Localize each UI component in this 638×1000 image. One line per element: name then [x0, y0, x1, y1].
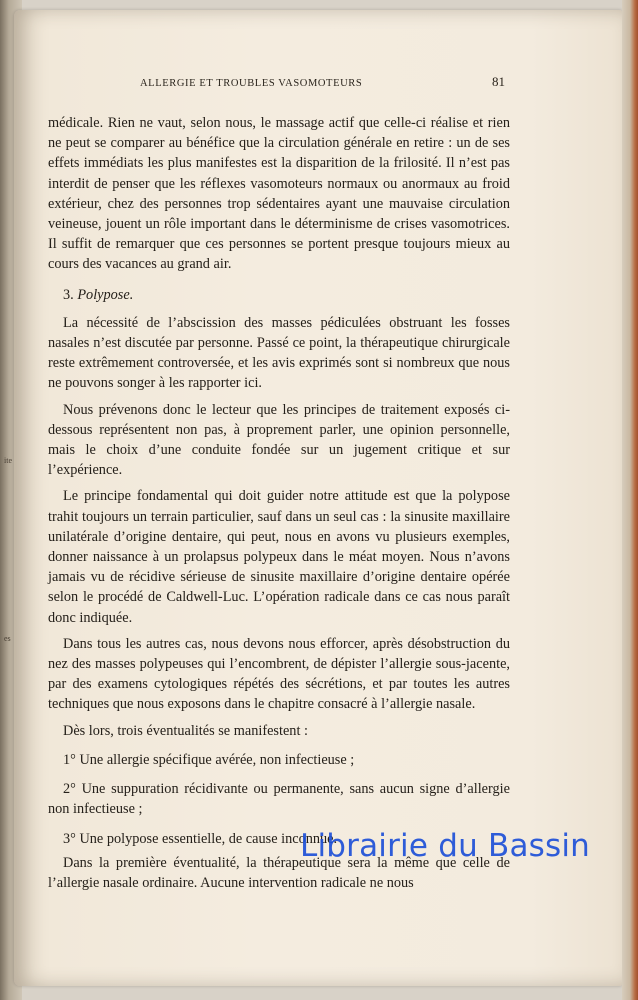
- page-number: 81: [492, 74, 505, 89]
- paragraph: Nous prévenons donc le lecteur que les principes de traitement exposés ci-dessous représentent non pas, à proprement parler, une opinion personnelle, mais le choix d’une conduite fondée sur un jugement critique et sur l’expérience.: [48, 401, 510, 479]
- list-item: 3° Une polypose essentielle, de cause inconnue.: [63, 830, 338, 847]
- list-item: 2° Une suppuration récidivante ou permanente, sans aucun signe d’allergie non infectieuse ;: [48, 781, 510, 818]
- page-stack-edge: [622, 0, 638, 1000]
- paragraph: La nécessité de l’abscission des masses pédiculées obstruant les fosses nasales n’est discutée par personne. Passé ce point, la thérapeutique chirurgicale reste extrêmement controversée, et les avis exprimés sont si nombreux que nous ne pouvons songer à les rapporter ici.: [48, 314, 510, 392]
- paragraph: Dans tous les autres cas, nous devons nous efforcer, après désobstruction du nez des masses polypeuses qui l’encombrent, de dépister l’allergie sous-jacente, par des examens cytologiques répétés des sécrétions, et par toutes les autres techniques que nous exposons dans le chapitre consacré à l’allergie nasale.: [48, 635, 510, 713]
- paragraph: Le principe fondamental qui doit guider notre attitude est que la polypose trahit toujours un terrain particulier, sauf dans un seul cas : la sinusite maxillaire unilatérale d’origine dentaire, qui peut, nous en avons vu plusieurs exemples, donner naissance à un prolapsus polypeux dans le méat moyen. Nous n’avons jamais vu de récidive sérieuse de sinusite maxillaire d’origine dentaire opérée selon le procédé de Caldwell-Luc. L’opération radicale dans ce cas nous paraît donc indiquée.: [48, 488, 510, 626]
- paragraph: médicale. Rien ne vaut, selon nous, le massage actif que celle-ci réalise et rien ne peut se comparer au bénéfice que la circulation générale en retire : un de ses effets immédiats les plus manifestes est la disparition de la frilosité. Il n’est pas interdit de penser que les réflexes vasomoteurs normaux ou anormaux au froid extérieur, chez des personnes trop sédentaires ayant une mauvaise circulation veineuse, jouent un rôle important dans le déterminisme de crises vasomotrices. Il suffit de remarquer que ces personnes se portent presque toujours mieux au cours des vacances au grand air.: [48, 115, 510, 273]
- paragraph: Dès lors, trois éventualités se manifestent :: [63, 722, 308, 739]
- running-header: ALLERGIE ET TROUBLES VASOMOTEURS: [140, 78, 363, 89]
- page-body: [48, 113, 510, 899]
- margin-mark: ite: [4, 456, 12, 465]
- paragraph: Dans la première éventualité, la thérapeutique sera la même que celle de l’allergie nasale ordinaire. Aucune intervention radicale ne nous: [48, 854, 510, 891]
- seller-watermark: Librairie du Bassin: [300, 828, 591, 864]
- section-number: 3.: [63, 286, 74, 303]
- section-title: Polypose.: [77, 286, 134, 303]
- list-item: 1° Une allergie spécifique avérée, non infectieuse ;: [63, 751, 355, 768]
- section-heading: [63, 285, 510, 305]
- margin-mark: es: [4, 634, 11, 643]
